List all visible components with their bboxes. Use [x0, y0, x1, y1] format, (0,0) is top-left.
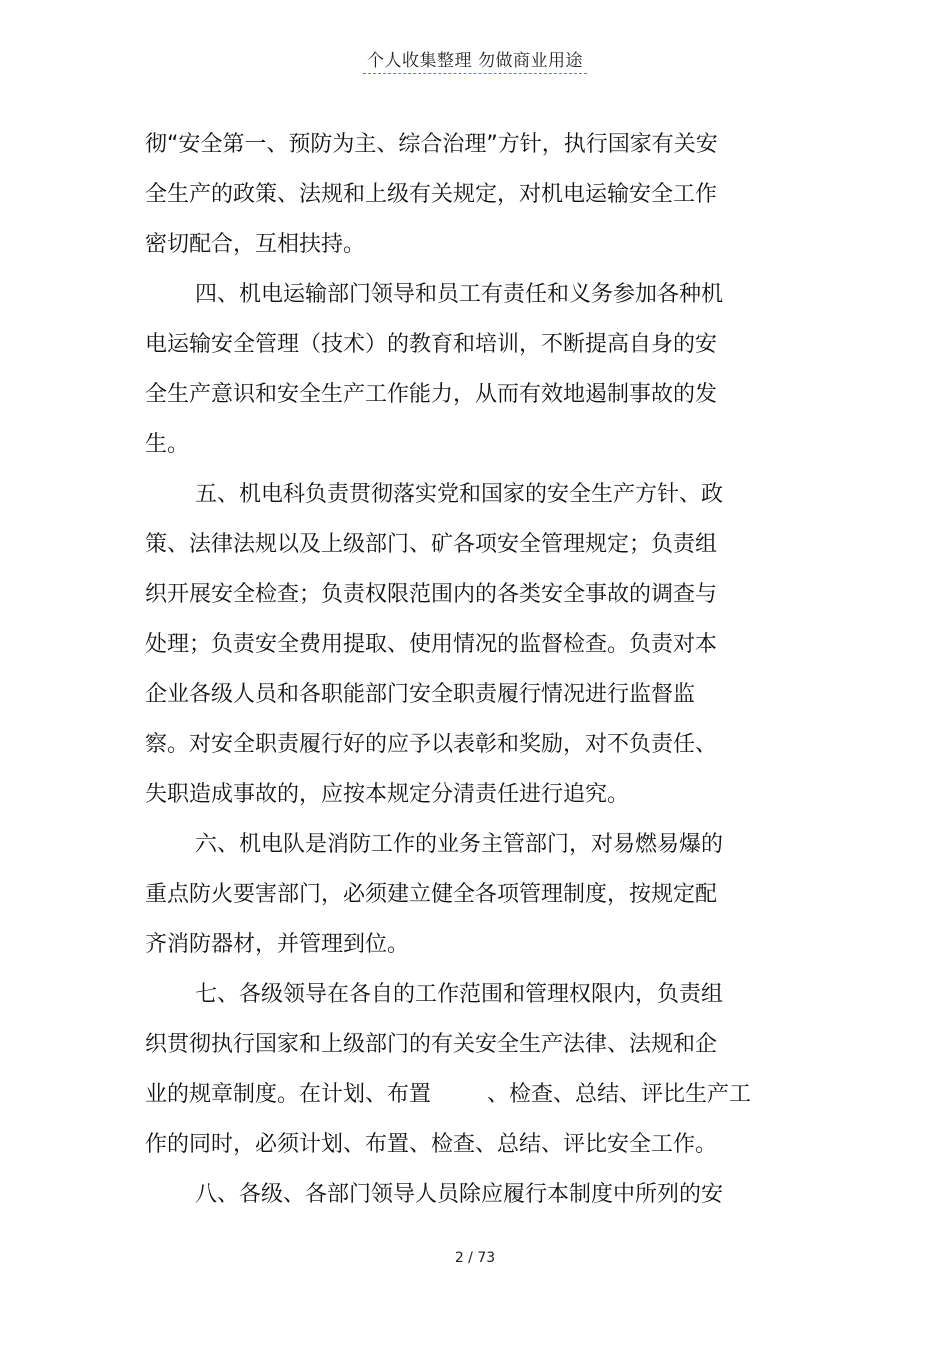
text-line: 织贯彻执行国家和上级部门的有关安全生产法律、法规和企: [145, 1032, 718, 1057]
text-line: 失职造成事故的，应按本规定分清责任进行追究。: [145, 782, 630, 807]
header-text: 个人收集整理 勿做商业用途: [363, 46, 587, 74]
text-line: 作的同时，必须计划、布置、检查、总结、评比安全工作。: [145, 1132, 718, 1157]
text-line: 业的规章制度。在计划、布置 、检查、总结、评比生产工: [145, 1082, 751, 1107]
text-line: 察。对安全职责履行好的应予以表彰和奖励，对不负责任、: [145, 732, 718, 757]
text-line: 全生产意识和安全生产工作能力，从而有效地遏制事故的发: [145, 382, 718, 407]
text-line: 生。: [145, 432, 190, 457]
text-line: 处理；负责安全费用提取、使用情况的监督检查。负责对本: [145, 632, 718, 657]
text-line: 策、法律法规以及上级部门、矿各项安全管理规定；负责组: [145, 532, 718, 557]
page-header: [0, 46, 950, 74]
text-line: 企业各级人员和各职能部门安全职责履行情况进行监督监: [145, 682, 696, 707]
page-footer: [0, 1250, 950, 1266]
text-line: 电运输安全管理（技术）的教育和培训，不断提高自身的安: [145, 332, 718, 357]
text-line: 六、机电队是消防工作的业务主管部门，对易燃易爆的: [195, 832, 724, 857]
page-number: 2 / 73: [454, 1250, 496, 1266]
text-line: 四、机电运输部门领导和员工有责任和义务参加各种机: [195, 282, 724, 307]
text-line: 齐消防器材，并管理到位。: [145, 932, 410, 957]
text-line: 重点防火要害部门，必须建立健全各项管理制度，按规定配: [145, 882, 718, 907]
text-line: 织开展安全检查；负责权限范围内的各类安全事故的调查与: [145, 582, 718, 607]
text-line: 八、各级、各部门领导人员除应履行本制度中所列的安: [195, 1182, 724, 1207]
text-line: 彻“安全第一、预防为主、综合治理”方针，执行国家有关安: [145, 132, 718, 157]
text-line: 全生产的政策、法规和上级有关规定，对机电运输安全工作: [145, 182, 718, 207]
text-line: 密切配合，互相扶持。: [145, 232, 366, 257]
body-text: [145, 120, 785, 1220]
text-line: 七、各级领导在各自的工作范围和管理权限内，负责组: [195, 982, 724, 1007]
text-line: 五、机电科负责贯彻落实党和国家的安全生产方针、政: [195, 482, 724, 507]
